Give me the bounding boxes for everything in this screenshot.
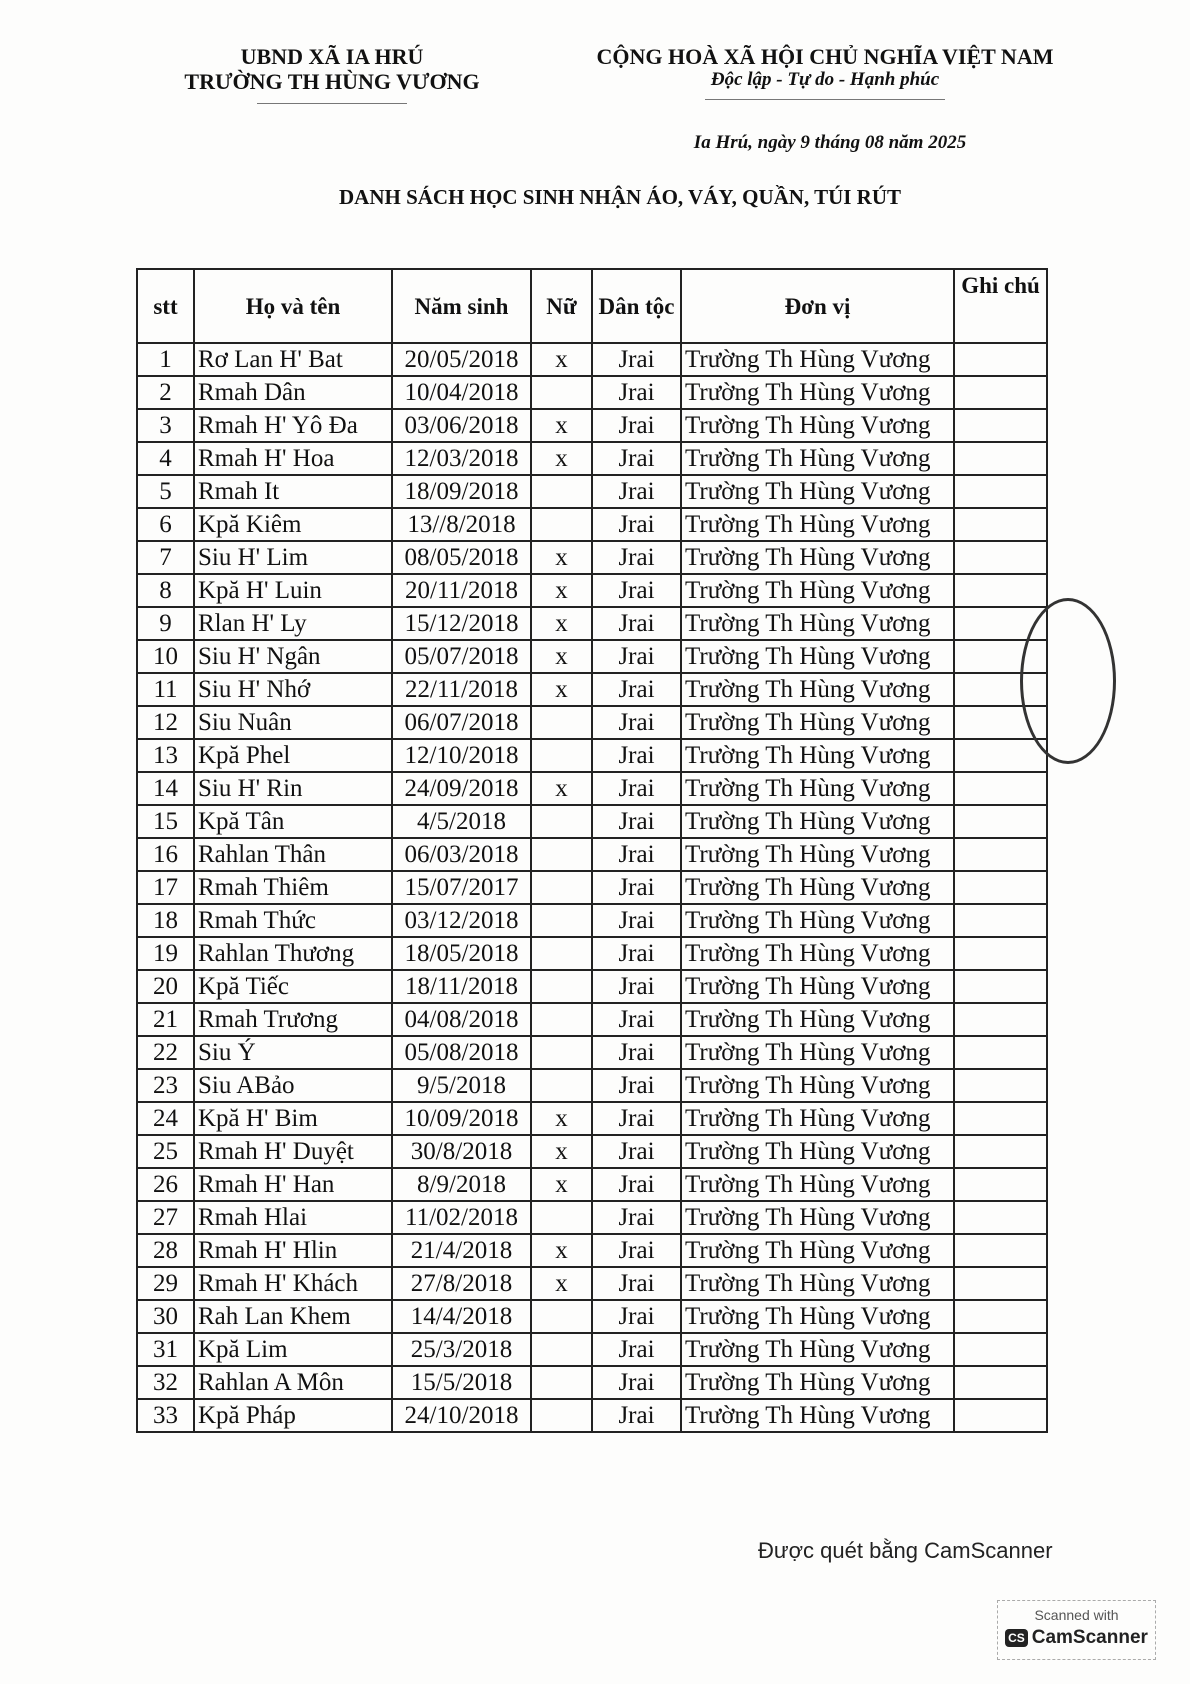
cell-birth-date: 10/09/2018 xyxy=(392,1102,531,1135)
cell-stt: 19 xyxy=(137,937,194,970)
table-row xyxy=(137,739,1047,772)
cell-note xyxy=(954,1201,1047,1234)
watermark-brand: CamScanner xyxy=(1031,1627,1148,1648)
cell-female xyxy=(531,1036,592,1069)
cell-ethnicity: Jrai xyxy=(592,1201,681,1234)
cell-note xyxy=(954,1399,1047,1432)
table-row xyxy=(137,1201,1047,1234)
cell-birth-date: 12/03/2018 xyxy=(392,442,531,475)
cell-unit: Trường Th Hùng Vương xyxy=(681,1399,954,1432)
cell-note xyxy=(954,871,1047,904)
cell-name: Kpă Tiếc xyxy=(194,970,392,1003)
cell-unit: Trường Th Hùng Vương xyxy=(681,1102,954,1135)
cell-name: Siu ABảo xyxy=(194,1069,392,1102)
cell-name: Rơ Lan H' Bat xyxy=(194,343,392,376)
cell-female: x xyxy=(531,1135,592,1168)
cell-female xyxy=(531,376,592,409)
cell-ethnicity: Jrai xyxy=(592,343,681,376)
cell-name: Rmah Thức xyxy=(194,904,392,937)
cell-name: Rlan H' Ly xyxy=(194,607,392,640)
cell-female xyxy=(531,970,592,1003)
cell-stt: 27 xyxy=(137,1201,194,1234)
cell-name: Rmah Hlai xyxy=(194,1201,392,1234)
cell-stt: 26 xyxy=(137,1168,194,1201)
divider xyxy=(705,99,945,100)
cell-name: Siu H' Lim xyxy=(194,541,392,574)
cell-stt: 16 xyxy=(137,838,194,871)
cell-female xyxy=(531,805,592,838)
cell-unit: Trường Th Hùng Vương xyxy=(681,772,954,805)
issuer-line-1: UBND XÃ IA HRÚ xyxy=(240,44,424,69)
cell-ethnicity: Jrai xyxy=(592,1102,681,1135)
cell-unit: Trường Th Hùng Vương xyxy=(681,442,954,475)
cell-note xyxy=(954,1003,1047,1036)
cell-name: Rmah Thiêm xyxy=(194,871,392,904)
cell-birth-date: 15/12/2018 xyxy=(392,607,531,640)
cell-birth-date: 27/8/2018 xyxy=(392,1267,531,1300)
cell-unit: Trường Th Hùng Vương xyxy=(681,871,954,904)
cell-stt: 1 xyxy=(137,343,194,376)
cell-note xyxy=(954,904,1047,937)
cell-name: Rah Lan Khem xyxy=(194,1300,392,1333)
issuer-block xyxy=(182,44,482,104)
cell-birth-date: 18/05/2018 xyxy=(392,937,531,970)
cell-stt: 17 xyxy=(137,871,194,904)
cell-ethnicity: Jrai xyxy=(592,1300,681,1333)
cell-note xyxy=(954,772,1047,805)
table-row xyxy=(137,475,1047,508)
cell-unit: Trường Th Hùng Vương xyxy=(681,1267,954,1300)
cell-birth-date: 04/08/2018 xyxy=(392,1003,531,1036)
table-row xyxy=(137,409,1047,442)
cell-ethnicity: Jrai xyxy=(592,1399,681,1432)
cell-female xyxy=(531,475,592,508)
cell-name: Kpă Pháp xyxy=(194,1399,392,1432)
cell-name: Siu H' Nhớ xyxy=(194,673,392,706)
official-stamp xyxy=(1020,598,1116,764)
cell-unit: Trường Th Hùng Vương xyxy=(681,574,954,607)
cell-stt: 31 xyxy=(137,1333,194,1366)
cell-unit: Trường Th Hùng Vương xyxy=(681,376,954,409)
cell-ethnicity: Jrai xyxy=(592,541,681,574)
cell-ethnicity: Jrai xyxy=(592,838,681,871)
cell-birth-date: 06/07/2018 xyxy=(392,706,531,739)
cell-birth-date: 8/9/2018 xyxy=(392,1168,531,1201)
cell-name: Rmah Dân xyxy=(194,376,392,409)
cell-name: Rmah H' Duyệt xyxy=(194,1135,392,1168)
cell-birth-date: 08/05/2018 xyxy=(392,541,531,574)
cell-female: x xyxy=(531,673,592,706)
cell-name: Kpă Lim xyxy=(194,1333,392,1366)
table-row xyxy=(137,1399,1047,1432)
column-header-name: Họ và tên xyxy=(194,269,392,343)
cell-birth-date: 22/11/2018 xyxy=(392,673,531,706)
cell-stt: 28 xyxy=(137,1234,194,1267)
cell-name: Siu Nuân xyxy=(194,706,392,739)
cell-ethnicity: Jrai xyxy=(592,739,681,772)
cell-name: Siu Ý xyxy=(194,1036,392,1069)
cell-female xyxy=(531,1069,592,1102)
cell-note xyxy=(954,1036,1047,1069)
cell-female xyxy=(531,1399,592,1432)
national-motto: Độc lập - Tự do - Hạnh phúc xyxy=(710,69,940,91)
table-row xyxy=(137,937,1047,970)
table-row xyxy=(137,904,1047,937)
cell-birth-date: 18/11/2018 xyxy=(392,970,531,1003)
cell-unit: Trường Th Hùng Vương xyxy=(681,1201,954,1234)
table-row xyxy=(137,508,1047,541)
cell-note xyxy=(954,1102,1047,1135)
cell-unit: Trường Th Hùng Vương xyxy=(681,904,954,937)
cell-unit: Trường Th Hùng Vương xyxy=(681,640,954,673)
cell-birth-date: 03/12/2018 xyxy=(392,904,531,937)
table-row xyxy=(137,1102,1047,1135)
cell-note xyxy=(954,1300,1047,1333)
cell-stt: 29 xyxy=(137,1267,194,1300)
cell-birth-date: 15/5/2018 xyxy=(392,1366,531,1399)
student-list-table xyxy=(136,268,1048,1433)
cell-name: Rmah H' Khách xyxy=(194,1267,392,1300)
table-row xyxy=(137,541,1047,574)
national-motto-block xyxy=(590,44,1060,100)
cell-stt: 33 xyxy=(137,1399,194,1432)
cell-unit: Trường Th Hùng Vương xyxy=(681,805,954,838)
cell-stt: 21 xyxy=(137,1003,194,1036)
cell-unit: Trường Th Hùng Vương xyxy=(681,706,954,739)
cell-name: Kpă Tân xyxy=(194,805,392,838)
cell-ethnicity: Jrai xyxy=(592,1003,681,1036)
cell-female: x xyxy=(531,1102,592,1135)
table-row xyxy=(137,1036,1047,1069)
cell-ethnicity: Jrai xyxy=(592,508,681,541)
cell-unit: Trường Th Hùng Vương xyxy=(681,1333,954,1366)
cell-name: Rmah H' Hoa xyxy=(194,442,392,475)
cell-unit: Trường Th Hùng Vương xyxy=(681,838,954,871)
cell-name: Rahlan Thân xyxy=(194,838,392,871)
cell-birth-date: 12/10/2018 xyxy=(392,739,531,772)
cell-note xyxy=(954,442,1047,475)
cell-note xyxy=(954,343,1047,376)
cell-birth-date: 25/3/2018 xyxy=(392,1333,531,1366)
document-date: Ia Hrú, ngày 9 tháng 08 năm 2025 xyxy=(693,132,967,153)
cell-name: Rmah It xyxy=(194,475,392,508)
cell-ethnicity: Jrai xyxy=(592,1333,681,1366)
table-row xyxy=(137,574,1047,607)
cell-birth-date: 10/04/2018 xyxy=(392,376,531,409)
cell-female: x xyxy=(531,409,592,442)
cell-female: x xyxy=(531,541,592,574)
table-row xyxy=(137,673,1047,706)
issuer-line-2: TRƯỜNG TH HÙNG VƯƠNG xyxy=(184,69,480,95)
cell-birth-date: 9/5/2018 xyxy=(392,1069,531,1102)
cell-female: x xyxy=(531,1267,592,1300)
cell-stt: 9 xyxy=(137,607,194,640)
cell-ethnicity: Jrai xyxy=(592,937,681,970)
table-row xyxy=(137,970,1047,1003)
cell-unit: Trường Th Hùng Vương xyxy=(681,1036,954,1069)
cell-unit: Trường Th Hùng Vương xyxy=(681,1234,954,1267)
cell-stt: 20 xyxy=(137,970,194,1003)
cell-birth-date: 18/09/2018 xyxy=(392,475,531,508)
column-header-stt: stt xyxy=(137,269,194,343)
cell-name: Rmah H' Hlin xyxy=(194,1234,392,1267)
cell-stt: 15 xyxy=(137,805,194,838)
cell-stt: 14 xyxy=(137,772,194,805)
cell-female: x xyxy=(531,772,592,805)
cell-ethnicity: Jrai xyxy=(592,475,681,508)
cell-birth-date: 14/4/2018 xyxy=(392,1300,531,1333)
cell-ethnicity: Jrai xyxy=(592,673,681,706)
cell-name: Rahlan A Môn xyxy=(194,1366,392,1399)
cell-ethnicity: Jrai xyxy=(592,772,681,805)
cell-stt: 30 xyxy=(137,1300,194,1333)
cell-unit: Trường Th Hùng Vương xyxy=(681,1135,954,1168)
cell-birth-date: 11/02/2018 xyxy=(392,1201,531,1234)
cell-birth-date: 20/05/2018 xyxy=(392,343,531,376)
cell-stt: 24 xyxy=(137,1102,194,1135)
cell-female xyxy=(531,1003,592,1036)
cell-stt: 10 xyxy=(137,640,194,673)
cell-birth-date: 06/03/2018 xyxy=(392,838,531,871)
column-header-note: Ghi chú xyxy=(954,269,1047,343)
cell-female: x xyxy=(531,442,592,475)
cell-ethnicity: Jrai xyxy=(592,970,681,1003)
table-row xyxy=(137,343,1047,376)
table-row xyxy=(137,442,1047,475)
table-row xyxy=(137,1300,1047,1333)
cell-birth-date: 24/09/2018 xyxy=(392,772,531,805)
cell-ethnicity: Jrai xyxy=(592,640,681,673)
cell-ethnicity: Jrai xyxy=(592,1234,681,1267)
cell-female xyxy=(531,838,592,871)
cell-female xyxy=(531,706,592,739)
cell-female xyxy=(531,1333,592,1366)
cell-name: Kpă Phel xyxy=(194,739,392,772)
cell-note xyxy=(954,376,1047,409)
cell-ethnicity: Jrai xyxy=(592,376,681,409)
cell-note xyxy=(954,1069,1047,1102)
table-row xyxy=(137,607,1047,640)
cell-note xyxy=(954,1135,1047,1168)
cell-unit: Trường Th Hùng Vương xyxy=(681,1300,954,1333)
watermark-caption: Scanned with xyxy=(1034,1607,1119,1623)
cell-stt: 4 xyxy=(137,442,194,475)
camscanner-watermark xyxy=(997,1600,1156,1660)
national-title: CỘNG HOÀ XÃ HỘI CHỦ NGHĨA VIỆT NAM xyxy=(596,44,1054,69)
table-row xyxy=(137,805,1047,838)
cell-name: Rmah H' Yô Đa xyxy=(194,409,392,442)
column-header-ethnicity: Dân tộc xyxy=(592,269,681,343)
cell-stt: 2 xyxy=(137,376,194,409)
cell-female xyxy=(531,904,592,937)
table-row xyxy=(137,1234,1047,1267)
table-row xyxy=(137,1267,1047,1300)
cell-birth-date: 05/07/2018 xyxy=(392,640,531,673)
cell-unit: Trường Th Hùng Vương xyxy=(681,475,954,508)
cell-stt: 3 xyxy=(137,409,194,442)
cell-unit: Trường Th Hùng Vương xyxy=(681,409,954,442)
cell-unit: Trường Th Hùng Vương xyxy=(681,1003,954,1036)
table-row xyxy=(137,706,1047,739)
cell-female xyxy=(531,871,592,904)
cell-female xyxy=(531,937,592,970)
cell-ethnicity: Jrai xyxy=(592,1069,681,1102)
cell-ethnicity: Jrai xyxy=(592,706,681,739)
cell-note xyxy=(954,1366,1047,1399)
cell-birth-date: 30/8/2018 xyxy=(392,1135,531,1168)
cell-birth-date: 24/10/2018 xyxy=(392,1399,531,1432)
cell-note xyxy=(954,508,1047,541)
table-row xyxy=(137,376,1047,409)
column-header-birth-date: Năm sinh xyxy=(392,269,531,343)
cell-name: Kpă Kiêm xyxy=(194,508,392,541)
cell-stt: 22 xyxy=(137,1036,194,1069)
cell-unit: Trường Th Hùng Vương xyxy=(681,1366,954,1399)
cell-stt: 6 xyxy=(137,508,194,541)
cell-note xyxy=(954,1333,1047,1366)
cell-note xyxy=(954,838,1047,871)
column-header-unit: Đơn vị xyxy=(681,269,954,343)
cell-female: x xyxy=(531,1168,592,1201)
cell-ethnicity: Jrai xyxy=(592,1366,681,1399)
cell-ethnicity: Jrai xyxy=(592,1135,681,1168)
cell-stt: 5 xyxy=(137,475,194,508)
cell-ethnicity: Jrai xyxy=(592,871,681,904)
cell-birth-date: 03/06/2018 xyxy=(392,409,531,442)
cell-stt: 18 xyxy=(137,904,194,937)
cell-name: Rmah Trương xyxy=(194,1003,392,1036)
cell-female xyxy=(531,508,592,541)
table-row xyxy=(137,871,1047,904)
cell-unit: Trường Th Hùng Vương xyxy=(681,607,954,640)
table-row xyxy=(137,772,1047,805)
cell-female xyxy=(531,1300,592,1333)
table-row xyxy=(137,1069,1047,1102)
cell-ethnicity: Jrai xyxy=(592,409,681,442)
cell-stt: 25 xyxy=(137,1135,194,1168)
cell-unit: Trường Th Hùng Vương xyxy=(681,508,954,541)
cell-unit: Trường Th Hùng Vương xyxy=(681,1168,954,1201)
table-row xyxy=(137,1168,1047,1201)
cell-female: x xyxy=(531,640,592,673)
divider xyxy=(257,103,407,104)
cell-female xyxy=(531,739,592,772)
cell-unit: Trường Th Hùng Vương xyxy=(681,739,954,772)
cell-note xyxy=(954,475,1047,508)
camscanner-logo-icon: CS xyxy=(1005,1629,1028,1647)
table-row xyxy=(137,1135,1047,1168)
cell-unit: Trường Th Hùng Vương xyxy=(681,541,954,574)
scanned-by-note: Được quét bằng CamScanner xyxy=(758,1538,1053,1563)
table-row xyxy=(137,1333,1047,1366)
cell-note xyxy=(954,574,1047,607)
cell-female: x xyxy=(531,607,592,640)
cell-unit: Trường Th Hùng Vương xyxy=(681,937,954,970)
cell-ethnicity: Jrai xyxy=(592,805,681,838)
cell-stt: 12 xyxy=(137,706,194,739)
cell-ethnicity: Jrai xyxy=(592,607,681,640)
cell-birth-date: 13//8/2018 xyxy=(392,508,531,541)
cell-ethnicity: Jrai xyxy=(592,1267,681,1300)
cell-stt: 32 xyxy=(137,1366,194,1399)
cell-name: Siu H' Ngân xyxy=(194,640,392,673)
cell-note xyxy=(954,739,1047,772)
cell-unit: Trường Th Hùng Vương xyxy=(681,1069,954,1102)
cell-birth-date: 05/08/2018 xyxy=(392,1036,531,1069)
cell-female: x xyxy=(531,343,592,376)
column-header-female: Nữ xyxy=(531,269,592,343)
cell-note xyxy=(954,1168,1047,1201)
cell-stt: 23 xyxy=(137,1069,194,1102)
cell-stt: 7 xyxy=(137,541,194,574)
cell-note xyxy=(954,541,1047,574)
cell-ethnicity: Jrai xyxy=(592,1168,681,1201)
cell-birth-date: 15/07/2017 xyxy=(392,871,531,904)
cell-ethnicity: Jrai xyxy=(592,442,681,475)
cell-female: x xyxy=(531,574,592,607)
cell-stt: 8 xyxy=(137,574,194,607)
table-header-row xyxy=(137,269,1047,343)
cell-stt: 11 xyxy=(137,673,194,706)
table-row xyxy=(137,1366,1047,1399)
cell-note xyxy=(954,409,1047,442)
cell-female: x xyxy=(531,1234,592,1267)
cell-name: Rahlan Thương xyxy=(194,937,392,970)
cell-name: Siu H' Rin xyxy=(194,772,392,805)
cell-name: Rmah H' Han xyxy=(194,1168,392,1201)
cell-note xyxy=(954,805,1047,838)
cell-unit: Trường Th Hùng Vương xyxy=(681,673,954,706)
cell-note xyxy=(954,1234,1047,1267)
cell-note xyxy=(954,970,1047,1003)
cell-unit: Trường Th Hùng Vương xyxy=(681,343,954,376)
cell-note xyxy=(954,1267,1047,1300)
cell-birth-date: 20/11/2018 xyxy=(392,574,531,607)
cell-female xyxy=(531,1366,592,1399)
cell-stt: 13 xyxy=(137,739,194,772)
table-row xyxy=(137,1003,1047,1036)
cell-ethnicity: Jrai xyxy=(592,1036,681,1069)
table-row xyxy=(137,838,1047,871)
cell-ethnicity: Jrai xyxy=(592,904,681,937)
cell-birth-date: 21/4/2018 xyxy=(392,1234,531,1267)
document-title: DANH SÁCH HỌC SINH NHẬN ÁO, VÁY, QUẦN, TÚI RÚT xyxy=(338,185,902,209)
cell-name: Kpă H' Bim xyxy=(194,1102,392,1135)
cell-name: Kpă H' Luin xyxy=(194,574,392,607)
cell-female xyxy=(531,1201,592,1234)
cell-ethnicity: Jrai xyxy=(592,574,681,607)
cell-note xyxy=(954,937,1047,970)
cell-unit: Trường Th Hùng Vương xyxy=(681,970,954,1003)
table-row xyxy=(137,640,1047,673)
cell-birth-date: 4/5/2018 xyxy=(392,805,531,838)
